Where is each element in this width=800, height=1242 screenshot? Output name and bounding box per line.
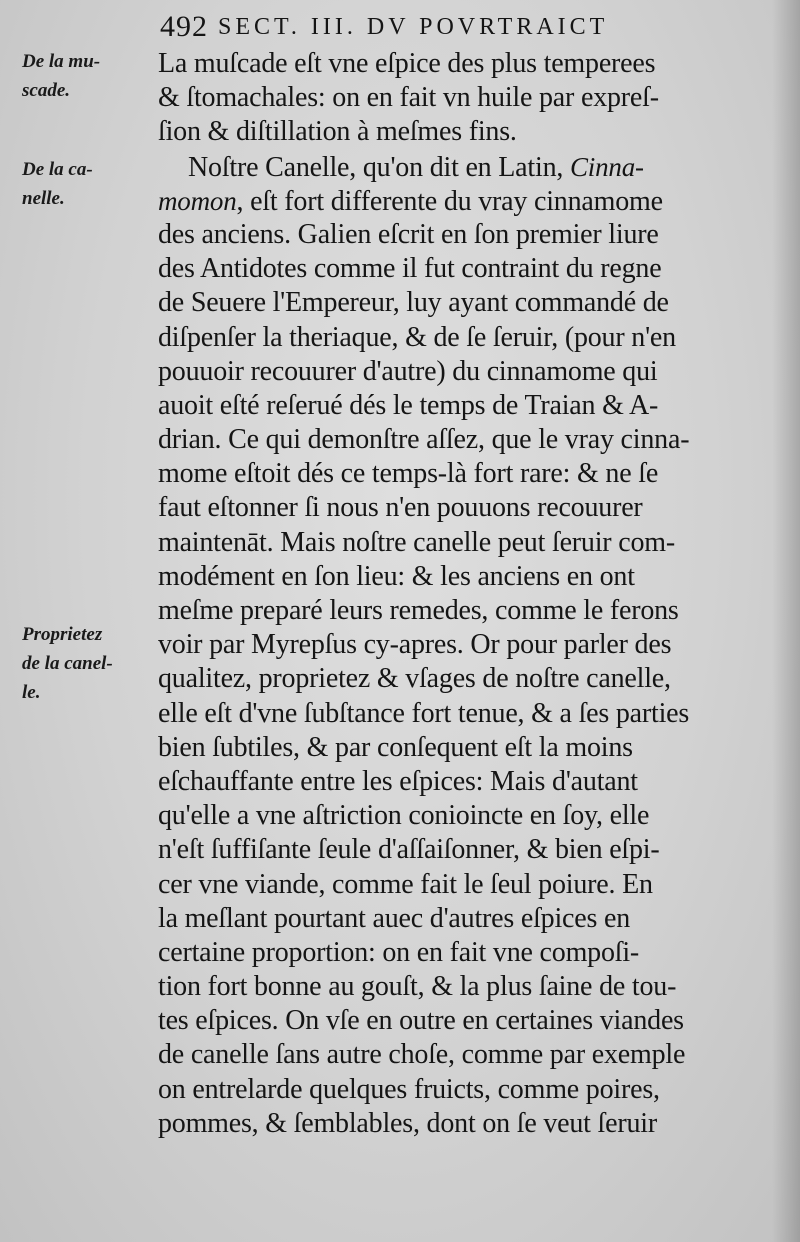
margin-note-muscade xyxy=(22,47,152,105)
text-line: on entrelarde quelques fruicts, comme poires, xyxy=(158,1073,660,1105)
text-line: tes eſpices. On vſe en outre en certaines viandes xyxy=(158,1005,684,1037)
text-line: des Antidotes comme il fut contraint du regne xyxy=(158,253,662,285)
text-line: La muſcade eſt vne eſpice des plus temperees xyxy=(158,48,656,79)
text-line: diſpenſer la theriaque, & de ſe ſeruir, (pour n'en xyxy=(158,321,676,353)
margin-note-line: scade. xyxy=(22,80,71,101)
text-line: pommes, & ſemblables, dont on ſe veut ſeruir xyxy=(158,1107,657,1139)
text-line: modément en ſon lieu: & les anciens en ont xyxy=(158,560,635,592)
text-line: faut eſtonner ſi nous n'en pouuons recouurer xyxy=(158,492,643,524)
margin-note-line: Proprietez xyxy=(22,624,103,645)
text-line: bien ſubtiles, & par conſequent eſt la moins xyxy=(158,731,633,763)
text-line: meſme preparé leurs remedes, comme le ferons xyxy=(158,595,679,626)
text-line: pouuoir recouurer d'autre) du cinnamome qui xyxy=(158,355,658,387)
margin-note-line: de la canel- xyxy=(22,653,113,674)
margin-note-line: le. xyxy=(22,682,41,703)
page-number: 492 xyxy=(160,10,208,43)
text-line: qu'elle a vne aſtriction conioincte en ſoy, elle xyxy=(158,800,650,832)
text-line: mome eſtoit dés ce temps-là fort rare: & ne ſe xyxy=(158,458,659,490)
text-line: n'eſt ſuffiſante ſeule d'aſſaiſonner, & bien eſpi- xyxy=(158,834,660,866)
text-line: certaine proportion: on en fait vne compoſi- xyxy=(158,936,640,968)
margin-note-canelle xyxy=(22,155,152,213)
text-line: drian. Ce qui demonſtre aſſez, que le vray cinna- xyxy=(158,424,690,456)
page-edge-shadow xyxy=(772,0,800,1242)
text-line: la meſlant pourtant auec d'autres eſpices en xyxy=(158,902,631,934)
margin-note-line: nelle. xyxy=(22,188,65,209)
text-line: eſchauffante entre les eſpices: Mais d'autant xyxy=(158,765,638,797)
text-line: de Seuere l'Empereur, luy ayant commandé de xyxy=(158,287,669,319)
margin-note-line: De la mu- xyxy=(22,51,101,72)
text-line: cer vne viande, comme fait le ſeul poiure. En xyxy=(158,868,653,900)
running-head: SECT. III. DV POVRTRAICT xyxy=(218,14,609,40)
text-line: des anciens. Galien eſcrit en ſon premier liure xyxy=(158,218,659,250)
text-line: maintenāt. Mais noſtre canelle peut ſeruir com- xyxy=(158,526,675,558)
text-line: momon, eſt fort differente du vray cinnamome xyxy=(158,185,663,217)
text-line: ſion & diſtillation à meſmes fins. xyxy=(158,116,517,148)
text-line: voir par Myrepſus cy-apres. Or pour parler des xyxy=(158,629,672,661)
text-line: auoit eſté reſerué dés le temps de Traian & A- xyxy=(158,389,659,421)
body-text xyxy=(158,47,758,1141)
margin-note-line: De la ca- xyxy=(22,159,93,180)
text-line: tion fort bonne au gouſt, & la plus ſaine de tou- xyxy=(158,971,677,1003)
text-line: elle eſt d'vne ſubſtance fort tenue, & a ſes parties xyxy=(158,697,690,729)
text-line: Noſtre Canelle, qu'on dit en Latin, Cinna- xyxy=(188,151,644,183)
margin-note-proprietez xyxy=(22,620,152,707)
text-line: de canelle ſans autre choſe, comme par exemple xyxy=(158,1039,686,1071)
text-line: qualitez, proprietez & vſages de noſtre canelle, xyxy=(158,663,671,695)
text-line: & ſtomachales: on en fait vn huile par expreſ- xyxy=(158,82,659,114)
page-header xyxy=(160,8,720,46)
